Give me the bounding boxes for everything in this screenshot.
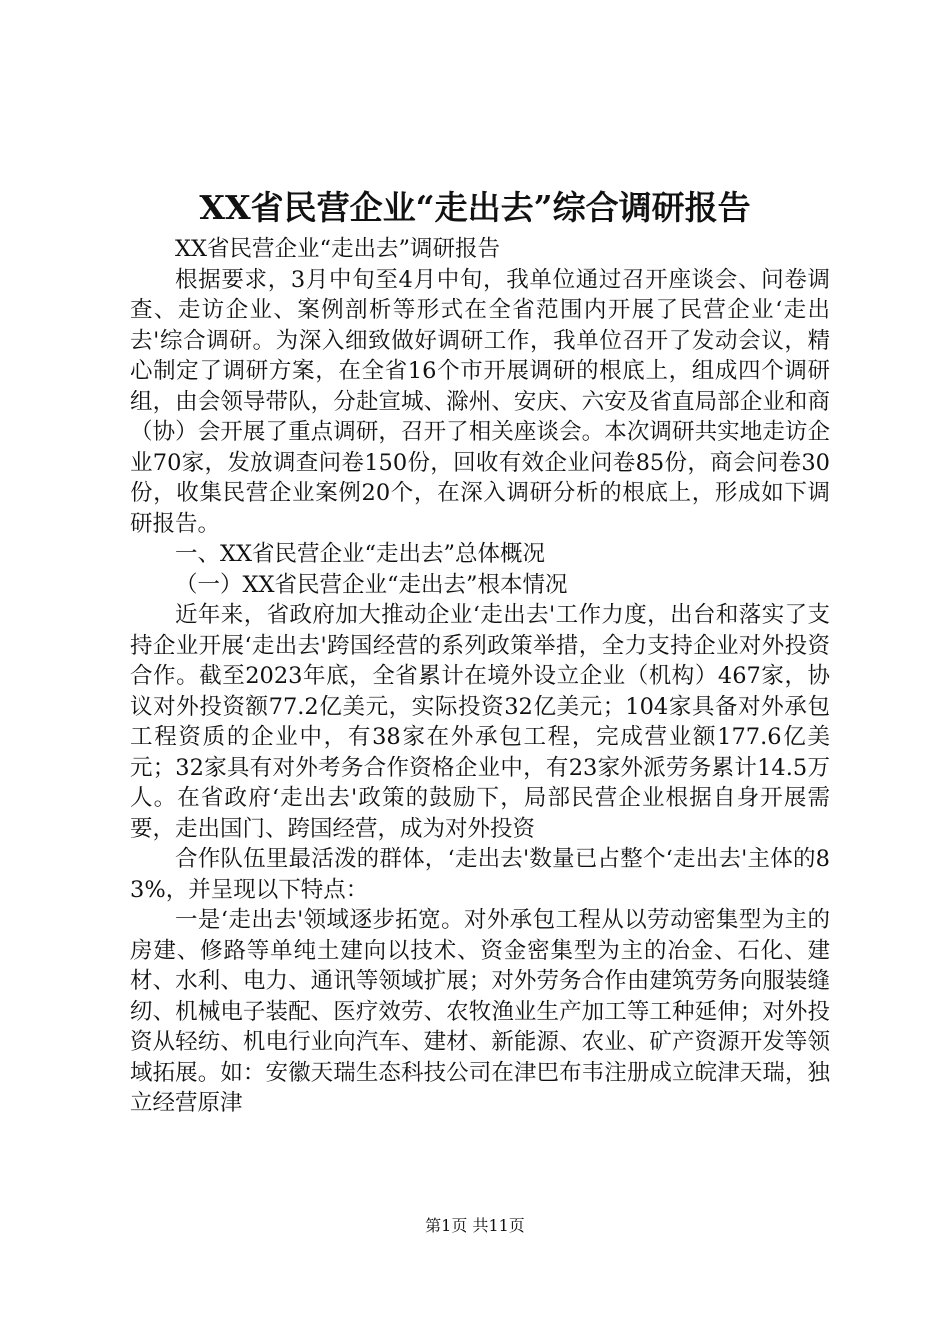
subtitle-paragraph: XX省民营企业“走出去”调研报告 xyxy=(175,236,501,262)
body-paragraph: 一是‘走出去'领域逐步拓宽。对外承包工程从以劳动密集型为主的房建、修路等单纯土建向以技术、资金密集型为主的冶金、石化、建材、水利、电力、通讯等领域扩展；对外劳务合作由建筑劳务向服装缝纫、机械电子装配、医疗效劳、农牧渔业生产加工等工种延伸；对外投资从轻纺、机电行业向汽车、建材、新能源、农业、矿产资源开发等领域拓展。如：安徽天瑞生态科技公司在津巴布韦注册成立皖津天瑞，独立经营原津 xyxy=(130,907,830,1116)
page-footer: 第1页 共11页 xyxy=(425,1216,525,1235)
subsection-heading: （一）XX省民营企业“走出去”根本情况 xyxy=(175,571,568,598)
body-paragraph: 近年来，省政府加大推动企业‘走出去'工作力度，出台和落实了支持企业开展‘走出去'跨国经营的系列政策举措，全力支持企业对外投资合作。截至2023年底，全省累计在境外设立企业（机构）467家，协议对外投资额77.2亿美元，实际投资32亿美元；104家具备对外承包工程资质的企业中，有38家在外承包工程，完成营业额177.6亿美元；32家具有对外考务合作资格企业中，有23家外派劳务累计14.5万人。在省政府‘走出去'政策的鼓励下，局部民营企业根据自身开展需要，走出国门、跨国经营，成为对外投资 xyxy=(130,602,830,842)
section-heading: 一、XX省民营企业“走出去”总体概况 xyxy=(175,541,546,567)
body-paragraph: 根据要求，3月中旬至4月中旬，我单位通过召开座谈会、问卷调查、走访企业、案例剖析等形式在全省范围内开展了民营企业‘走出去'综合调研。为深入细致做好调研工作，我单位召开了发动会议，精心制定了调研方案，在全省16个市开展调研的根底上，组成四个调研组，由会领导带队，分赴宣城、滁州、安庆、六安及省直局部企业和商（协）会开展了重点调研，召开了相关座谈会。本次调研共实地走访企业70家，发放调查问卷150份，回收有效企业问卷85份，商会问卷30份，收集民营企业案例20个，在深入调研分析的根底上，形成如下调研报告。 xyxy=(130,266,830,537)
document-title: XX省民营企业“走出去”综合调研报告 xyxy=(199,188,751,227)
document-body xyxy=(130,234,830,1119)
body-paragraph: 合作队伍里最活泼的群体，‘走出去'数量已占整个‘走出去'主体的83%，并呈现以下特点： xyxy=(130,846,830,903)
